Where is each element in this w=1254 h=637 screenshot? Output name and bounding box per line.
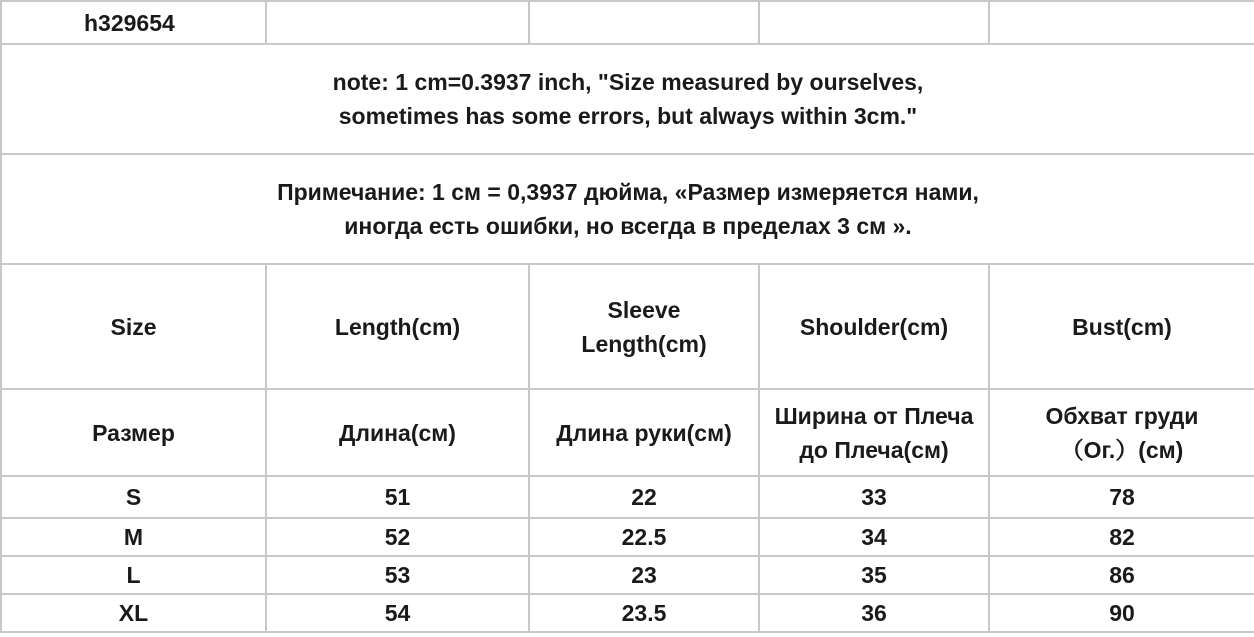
cell-length: 53	[266, 556, 529, 594]
product-code-row	[1, 1, 1254, 44]
cell-sleeve: 22.5	[529, 518, 759, 556]
cell-length: 54	[266, 594, 529, 632]
note-ru-row	[1, 154, 1254, 264]
note-en-row	[1, 44, 1254, 154]
header-bust: Bust(cm)	[989, 264, 1254, 389]
cell-bust: 78	[989, 476, 1254, 518]
note-en-line2: sometimes has some errors, but always within 3cm."	[338, 103, 918, 129]
table-row	[1, 476, 1254, 518]
empty-cell	[266, 1, 529, 44]
header-ru-sleeve: Длина руки(см)	[529, 389, 759, 476]
note-en-line1: note: 1 cm=0.3937 inch, "Size measured by ourselves,	[332, 69, 924, 95]
cell-shoulder: 35	[759, 556, 989, 594]
header-sleeve	[529, 264, 759, 389]
cell-size: M	[1, 518, 266, 556]
cell-size: L	[1, 556, 266, 594]
header-ru-row	[1, 389, 1254, 476]
cell-sleeve: 23	[529, 556, 759, 594]
cell-bust: 86	[989, 556, 1254, 594]
cell-size: XL	[1, 594, 266, 632]
cell-length: 51	[266, 476, 529, 518]
note-ru-line1: Примечание: 1 см = 0,3937 дюйма, «Размер измеряется нами,	[277, 179, 979, 205]
cell-shoulder: 33	[759, 476, 989, 518]
header-ru-bust-line2: （Ог.）(см)	[1060, 436, 1184, 463]
header-ru-shoulder-line2: до Плеча(см)	[799, 436, 949, 463]
table-row	[1, 594, 1254, 632]
cell-sleeve: 22	[529, 476, 759, 518]
empty-cell	[759, 1, 989, 44]
cell-length: 52	[266, 518, 529, 556]
cell-bust: 82	[989, 518, 1254, 556]
note-ru-line2: иногда есть ошибки, но всегда в пределах 3 см ».	[344, 213, 912, 239]
header-ru-size: Размер	[1, 389, 266, 476]
header-en-row	[1, 264, 1254, 389]
table-row	[1, 556, 1254, 594]
header-sleeve-line1: Sleeve	[607, 296, 681, 323]
cell-size: S	[1, 476, 266, 518]
header-ru-bust-line1: Обхват груди	[1045, 402, 1199, 429]
header-ru-shoulder	[759, 389, 989, 476]
cell-sleeve: 23.5	[529, 594, 759, 632]
header-ru-bust	[989, 389, 1254, 476]
note-ru	[1, 154, 1254, 264]
table-row	[1, 518, 1254, 556]
empty-cell	[989, 1, 1254, 44]
header-ru-length: Длина(см)	[266, 389, 529, 476]
product-code: h329654	[1, 1, 266, 44]
cell-shoulder: 36	[759, 594, 989, 632]
cell-shoulder: 34	[759, 518, 989, 556]
note-en	[1, 44, 1254, 154]
header-length: Length(cm)	[266, 264, 529, 389]
header-size: Size	[1, 264, 266, 389]
cell-bust: 90	[989, 594, 1254, 632]
header-sleeve-line2: Length(cm)	[581, 330, 707, 357]
header-shoulder: Shoulder(cm)	[759, 264, 989, 389]
empty-cell	[529, 1, 759, 44]
header-ru-shoulder-line1: Ширина от Плеча	[774, 402, 974, 429]
